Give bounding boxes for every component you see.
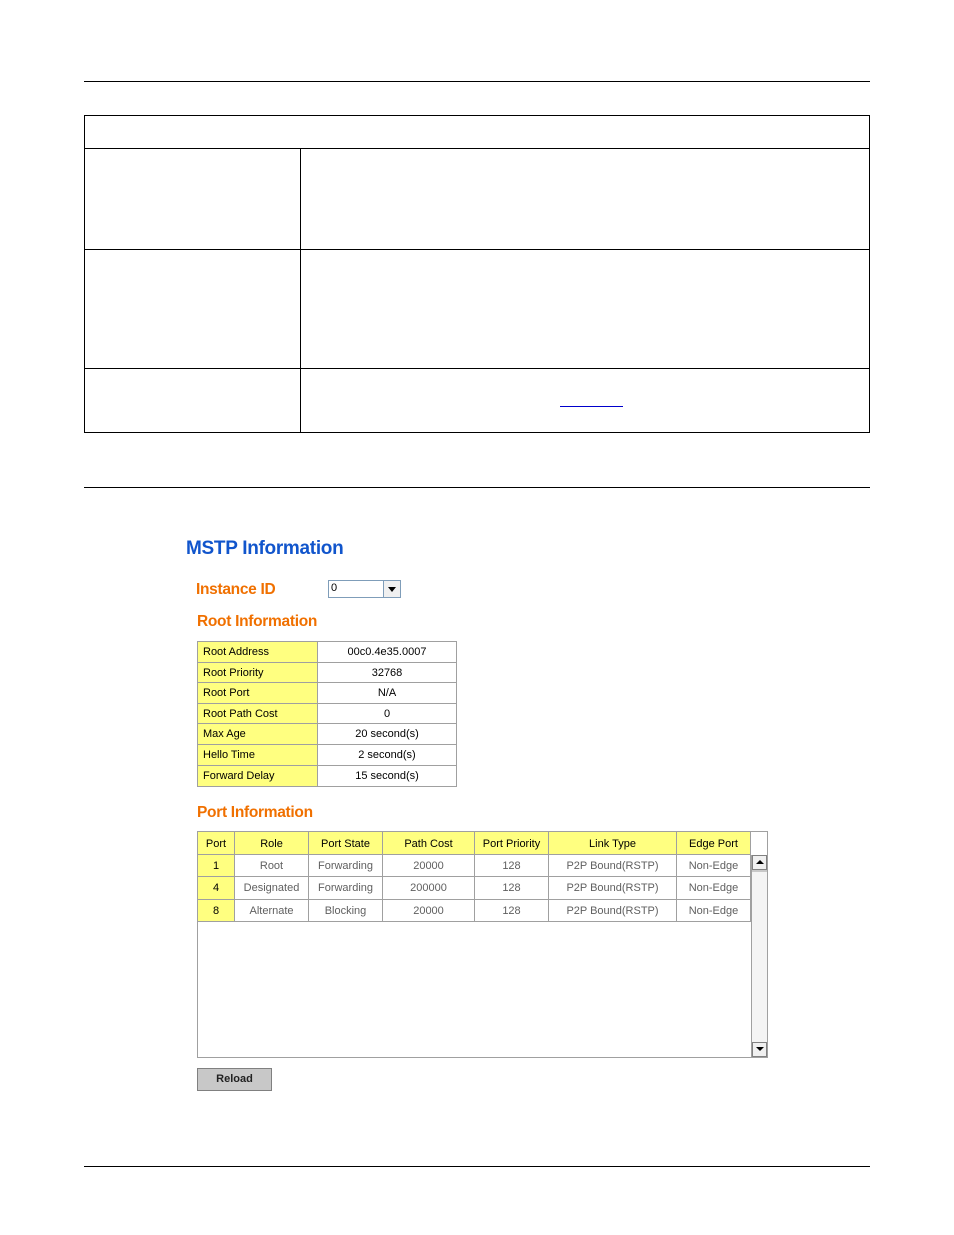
scroll-up-icon[interactable] — [752, 855, 767, 870]
root-value: 0 — [383, 707, 391, 720]
page-title: MSTP Information — [186, 538, 344, 559]
root-row — [198, 724, 456, 745]
root-key: Root Path Cost — [198, 704, 318, 724]
root-row — [198, 745, 456, 766]
path-cost-cell: 20000 — [383, 855, 475, 877]
root-value: 15 second(s) — [355, 769, 419, 782]
root-row — [198, 642, 456, 663]
port-priority-cell: 128 — [475, 855, 549, 877]
path-cost-cell: 200000 — [383, 877, 475, 899]
root-value: 00c0.4e35.0007 — [347, 646, 427, 658]
port-state-cell: Blocking — [309, 900, 383, 922]
role-cell: Designated — [235, 877, 309, 899]
table-row[interactable] — [198, 855, 751, 877]
edge-port-cell: Non-Edge — [677, 877, 751, 899]
role-cell: Root — [235, 855, 309, 877]
document-link-underline[interactable] — [560, 406, 623, 407]
role-cell: Alternate — [235, 900, 309, 922]
root-key: Max Age — [198, 724, 318, 744]
document-table — [84, 115, 870, 433]
column-header-role: Role — [235, 832, 309, 855]
port-information-label: Port Information — [197, 804, 313, 821]
instance-id-label: Instance ID — [196, 581, 276, 598]
root-row — [198, 704, 456, 725]
edge-port-cell: Non-Edge — [677, 855, 751, 877]
port-information-table — [197, 831, 768, 1058]
column-header-port-priority: Port Priority — [475, 832, 549, 855]
document-table-row-divider — [85, 148, 869, 149]
root-information-label: Root Information — [197, 613, 318, 630]
port-table-scrollbar[interactable] — [751, 855, 767, 1057]
edge-port-cell: Non-Edge — [677, 900, 751, 922]
column-header-port-state: Port State — [309, 832, 383, 855]
port-state-cell: Forwarding — [309, 877, 383, 899]
port-priority-cell: 128 — [475, 900, 549, 922]
table-row[interactable] — [198, 900, 751, 922]
root-key: Hello Time — [198, 745, 318, 765]
root-key: Forward Delay — [198, 766, 318, 787]
port-state-cell: Forwarding — [309, 855, 383, 877]
root-value: N/A — [377, 687, 397, 700]
column-header-path-cost: Path Cost — [383, 832, 475, 855]
chevron-down-icon[interactable] — [383, 581, 400, 597]
port-cell: 8 — [198, 900, 235, 922]
path-cost-cell: 20000 — [383, 900, 475, 922]
document-table-row-divider — [85, 249, 869, 250]
column-header-port: Port — [198, 832, 235, 855]
instance-id-select[interactable] — [328, 580, 401, 598]
instance-id-value: 0 — [331, 582, 338, 594]
root-information-table — [197, 641, 457, 787]
reload-button[interactable]: Reload — [197, 1068, 272, 1091]
root-row — [198, 766, 456, 787]
top-rule — [84, 81, 870, 82]
port-cell: 1 — [198, 855, 235, 877]
column-header-edge-port: Edge Port — [677, 832, 751, 855]
link-type-cell: P2P Bound(RSTP) — [549, 877, 677, 899]
port-priority-cell: 128 — [475, 877, 549, 899]
link-type-cell: P2P Bound(RSTP) — [549, 855, 677, 877]
port-table-body — [198, 855, 751, 922]
root-row — [198, 683, 456, 704]
root-key: Root Port — [198, 683, 318, 703]
root-value: 2 second(s) — [358, 748, 416, 761]
root-key: Root Priority — [198, 663, 318, 683]
document-table-row-divider — [85, 368, 869, 369]
root-row — [198, 663, 456, 684]
column-header-link-type: Link Type — [549, 832, 677, 855]
root-value: 20 second(s) — [355, 728, 419, 741]
root-value: 32768 — [371, 666, 403, 679]
port-table-header — [198, 832, 751, 855]
bottom-rule — [84, 1166, 870, 1167]
link-type-cell: P2P Bound(RSTP) — [549, 900, 677, 922]
table-row[interactable] — [198, 877, 751, 899]
port-cell: 4 — [198, 877, 235, 899]
document-table-column-divider — [300, 148, 301, 433]
scroll-thumb[interactable] — [752, 870, 767, 872]
scroll-down-icon[interactable] — [752, 1042, 767, 1057]
root-key: Root Address — [198, 642, 318, 662]
middle-rule — [84, 487, 870, 488]
